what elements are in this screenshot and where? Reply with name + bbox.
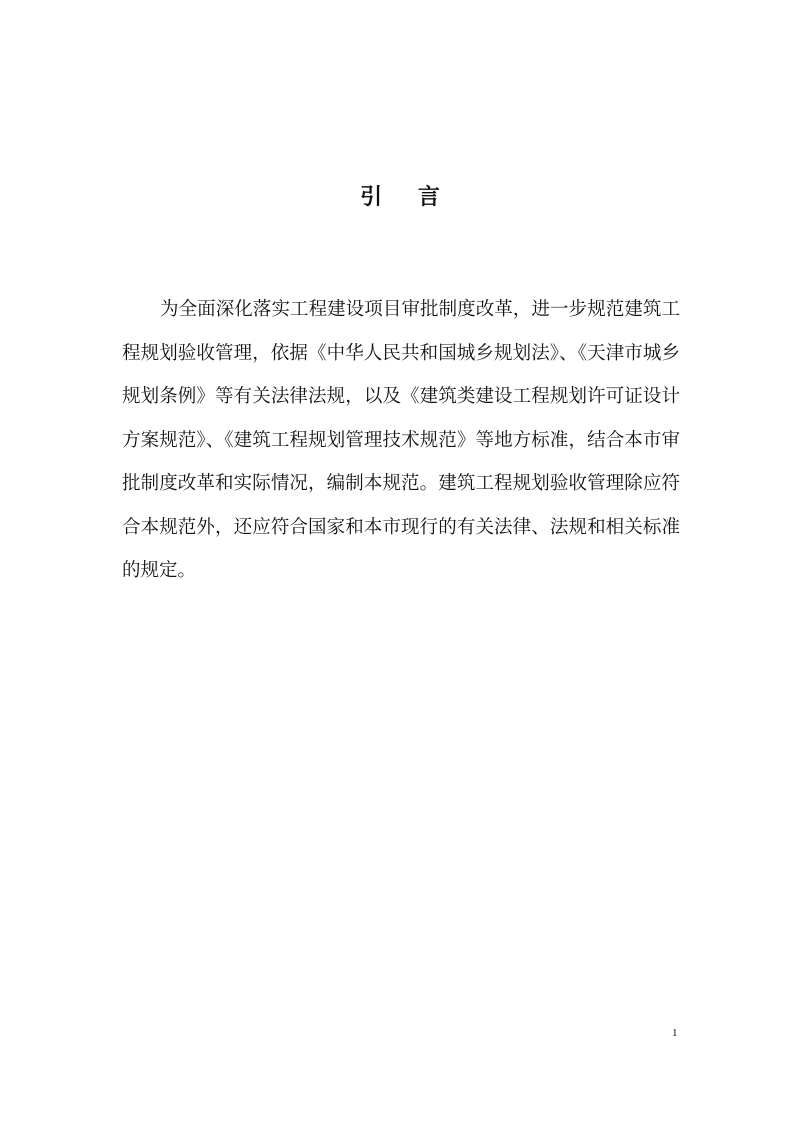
paragraph-line: 规划条例》等有关法律法规，以及《建筑类建设工程规划许可证设计 — [122, 386, 680, 407]
paragraph-line: 合本规范外，还应符合国家和本市现行的有关法律、法规和相关标准 — [122, 516, 680, 538]
paragraph-line: 程规划验收管理，依据《中华人民共和国城乡规划法》、《天津市城乡 — [122, 342, 680, 364]
paragraph-line: 为全面深化落实工程建设项目审批制度改革，进一步规范建筑工 — [160, 299, 680, 320]
paragraph-line: 批制度改革和实际情况，编制本规范。建筑工程规划验收管理除应符 — [122, 473, 680, 494]
paragraph-line: 的规定。 — [122, 560, 197, 581]
introduction-paragraph — [122, 296, 680, 601]
page-number: 1 — [672, 1027, 678, 1039]
paragraph-line: 方案规范》、《建筑工程规划管理技术规范》等地方标准，结合本市审 — [122, 429, 680, 451]
page-title: 引 言 — [360, 185, 454, 210]
